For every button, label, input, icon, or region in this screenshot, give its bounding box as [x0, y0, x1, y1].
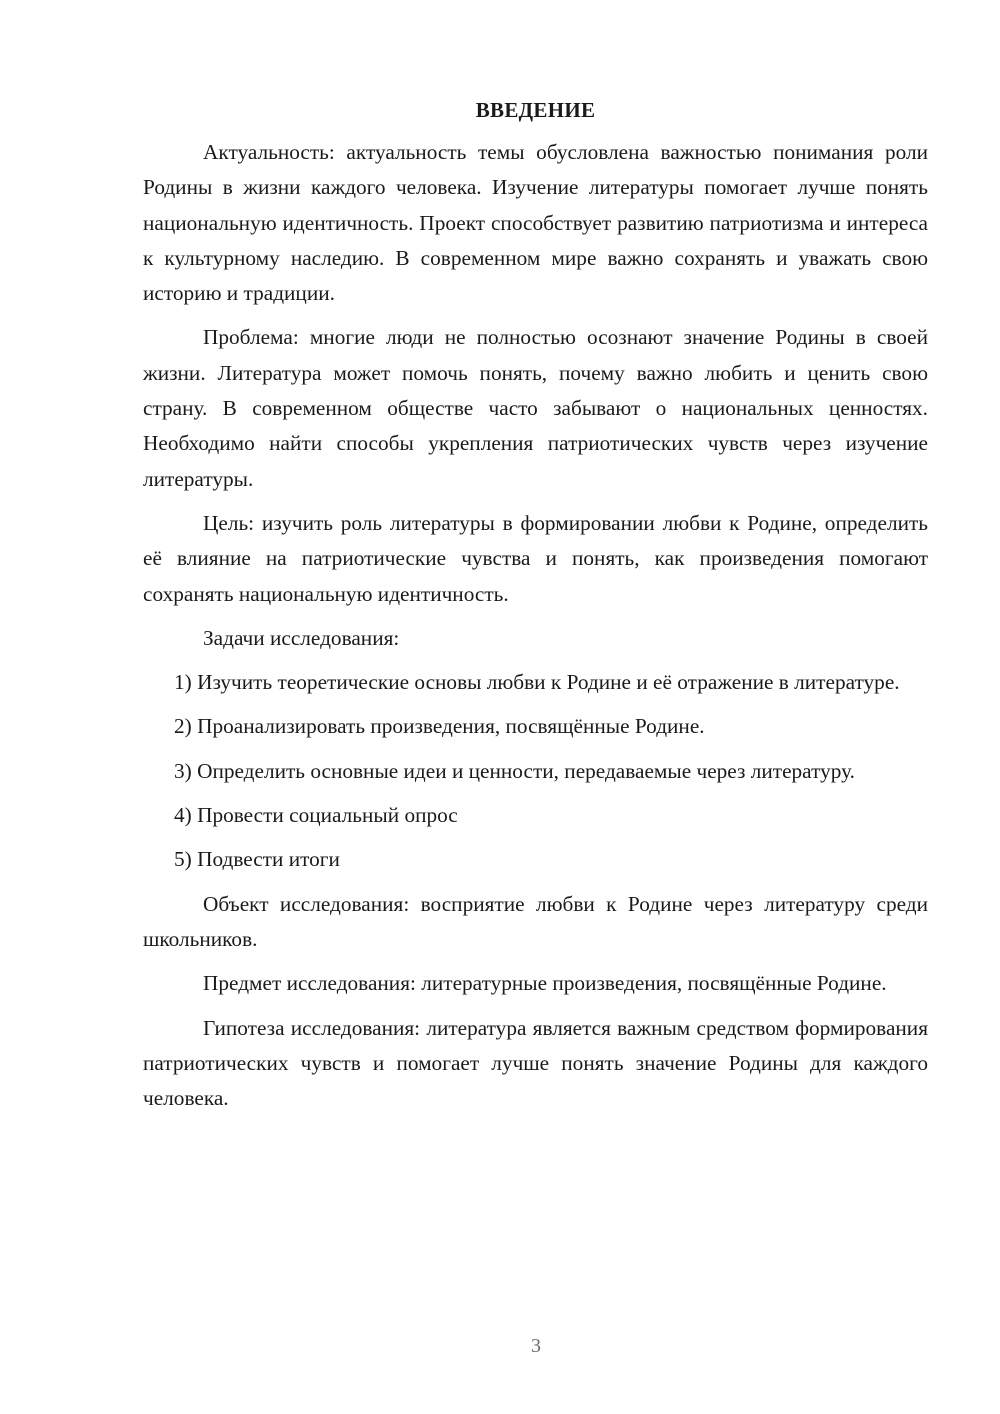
hypothesis-paragraph: Гипотеза исследования: литература является важным средством формирования патриотических чувств и помогает лучше понять значение Родины для каждого человека.: [143, 1015, 928, 1111]
subject-paragraph: Предмет исследования: литературные произведения, посвящённые Родине.: [203, 971, 887, 996]
task-item-5: 5) Подвести итоги: [174, 847, 340, 872]
tasks-heading: Задачи исследования:: [203, 625, 400, 650]
task-item-2: 2) Проанализировать произведения, посвящённые Родине.: [174, 714, 705, 739]
task-item-3: 3) Определить основные идеи и ценности, передаваемые через литературу.: [174, 758, 855, 783]
problem-paragraph: Проблема: многие люди не полностью осознают значение Родины в своей жизни. Литература может помочь понять, почему важно любить и ценить свою страну. В современном обществе часто забывают о национальных ценностях. Необходимо найти способы укрепления патриотических чувств через изучение литературы.: [143, 325, 928, 491]
relevance-paragraph: Актуальность: актуальность темы обусловлена важностью понимания роли Родины в жизни каждого человека. Изучение литературы помогает лучше понять национальную идентичность. Проект способствует развитию патриотизма и интереса к культурному наследию. В современном мире важно сохранять и уважать свою историю и традиции.: [143, 140, 928, 306]
section-title: ВВЕДЕНИЕ: [475, 98, 596, 122]
document-body: [143, 94, 928, 1125]
object-paragraph: Объект исследования: восприятие любви к Родине через литературу среди школьников.: [143, 891, 928, 951]
task-item-1: 1) Изучить теоретические основы любви к Родине и её отражение в литературе.: [174, 670, 900, 695]
goal-paragraph: Цель: изучить роль литературы в формировании любви к Родине, определить её влияние на патриотические чувства и понять, как произведения помогают сохранять национальную идентичность.: [143, 510, 928, 606]
page-number: 3: [531, 1335, 541, 1357]
task-item-4: 4) Провести социальный опрос: [174, 803, 458, 828]
